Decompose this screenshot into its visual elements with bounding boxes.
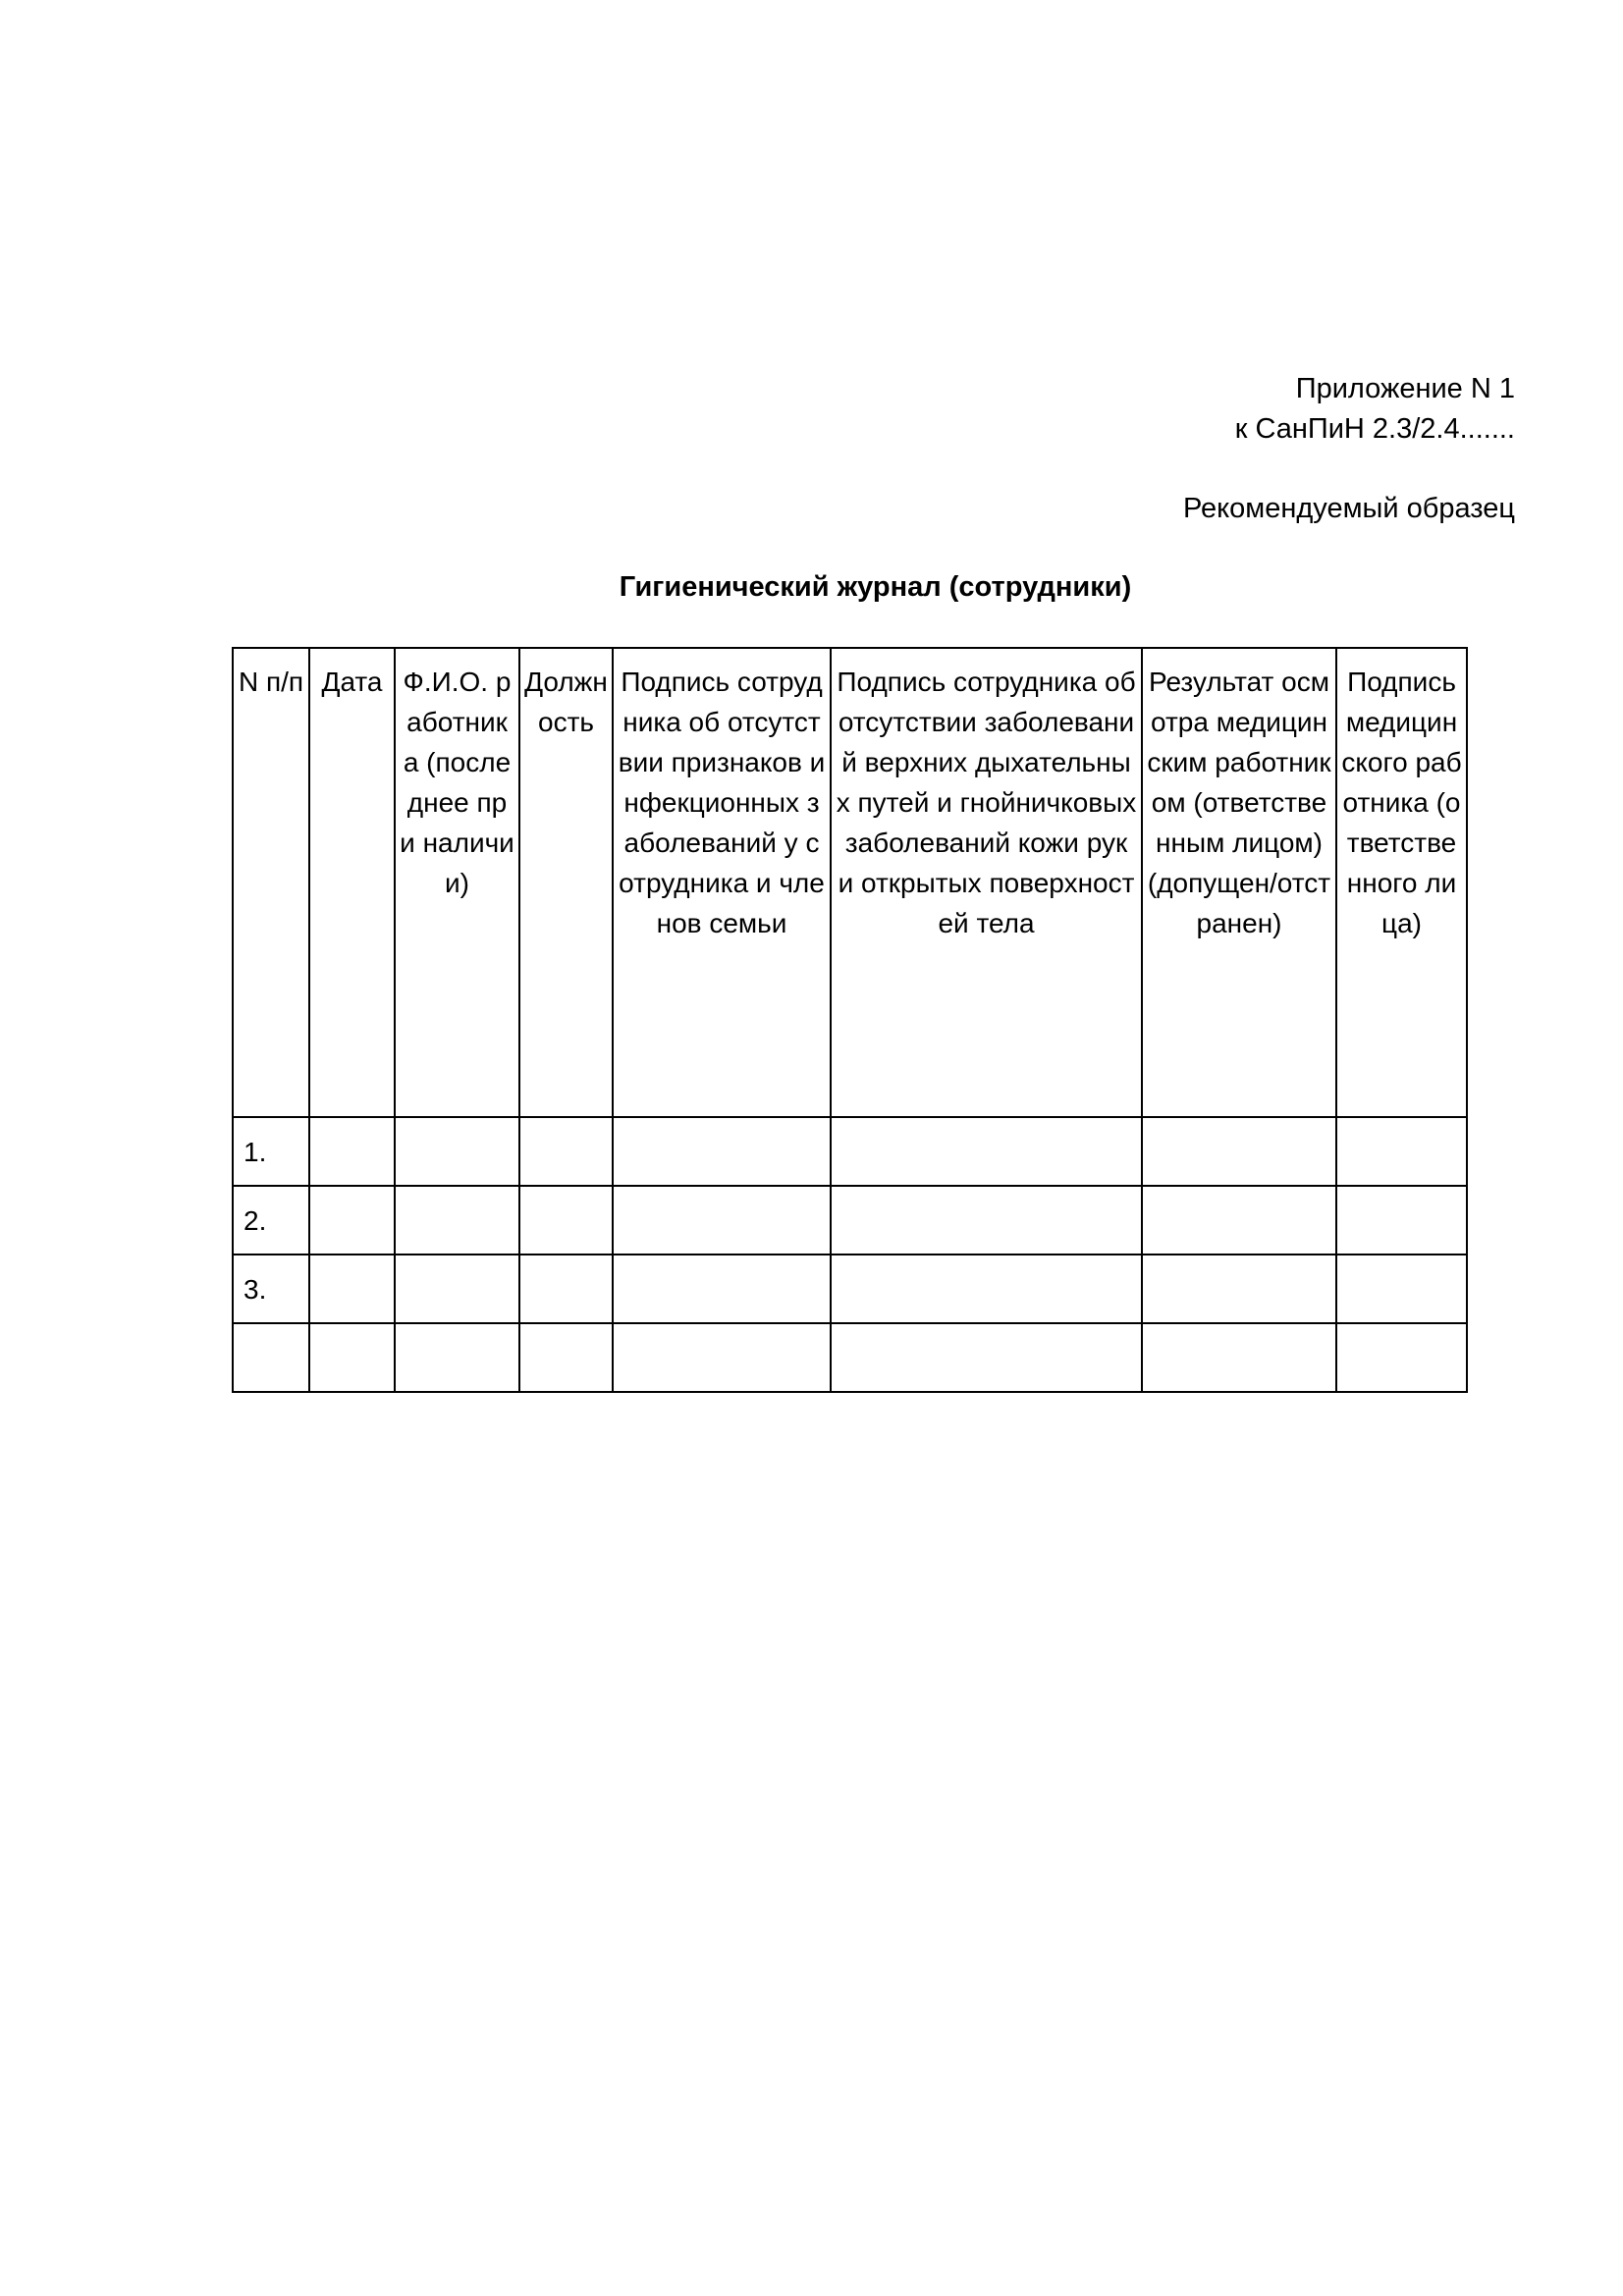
hygiene-journal-table bbox=[232, 647, 1468, 1393]
column-header-examination-result: Результат осмотра медицинским работником (ответственным лицом) (допущен/отстранен) bbox=[1142, 648, 1336, 1117]
table-row bbox=[233, 1323, 1467, 1392]
appendix-reference bbox=[1235, 369, 1515, 450]
examination-result-cell bbox=[1142, 1255, 1336, 1323]
column-header-number: N п/п bbox=[233, 648, 309, 1117]
employee-name-cell bbox=[395, 1117, 519, 1186]
header-row bbox=[233, 648, 1467, 1117]
position-cell bbox=[519, 1186, 613, 1255]
employee-name-cell bbox=[395, 1255, 519, 1323]
examination-result-cell bbox=[1142, 1323, 1336, 1392]
position-cell bbox=[519, 1323, 613, 1392]
column-header-employee-name: Ф.И.О. работника (последнее при наличии) bbox=[395, 648, 519, 1117]
row-number-cell bbox=[233, 1323, 309, 1392]
examination-result-cell bbox=[1142, 1117, 1336, 1186]
date-cell bbox=[309, 1255, 395, 1323]
medic-signature-cell bbox=[1336, 1117, 1467, 1186]
column-header-date: Дата bbox=[309, 648, 395, 1117]
recommended-sample-label: Рекомендуемый образец bbox=[1182, 493, 1515, 524]
medic-signature-cell bbox=[1336, 1323, 1467, 1392]
table-row bbox=[233, 1255, 1467, 1323]
medic-signature-cell bbox=[1336, 1186, 1467, 1255]
employee-name-cell bbox=[395, 1323, 519, 1392]
respiratory-skin-signature-cell bbox=[831, 1255, 1142, 1323]
table-header bbox=[233, 648, 1467, 1117]
respiratory-skin-signature-cell bbox=[831, 1117, 1142, 1186]
infection-signature-cell bbox=[613, 1117, 831, 1186]
document-title: Гигиенический журнал (сотрудники) bbox=[619, 571, 1132, 603]
date-cell bbox=[309, 1117, 395, 1186]
position-cell bbox=[519, 1255, 613, 1323]
row-number-cell: 3. bbox=[233, 1255, 309, 1323]
respiratory-skin-signature-cell bbox=[831, 1186, 1142, 1255]
appendix-number: Приложение N 1 bbox=[1295, 373, 1515, 404]
column-header-respiratory-skin-signature: Подпись сотрудника об отсутствии заболеваний верхних дыхательных путей и гнойничковых заболеваний кожи рук и открытых поверхностей тела bbox=[831, 648, 1142, 1117]
date-cell bbox=[309, 1323, 395, 1392]
column-header-position: Должность bbox=[519, 648, 613, 1117]
employee-name-cell bbox=[395, 1186, 519, 1255]
infection-signature-cell bbox=[613, 1186, 831, 1255]
table-body bbox=[233, 1117, 1467, 1392]
date-cell bbox=[309, 1186, 395, 1255]
position-cell bbox=[519, 1117, 613, 1186]
sanpin-reference: к СанПиН 2.3/2.4....... bbox=[1234, 413, 1515, 445]
infection-signature-cell bbox=[613, 1323, 831, 1392]
examination-result-cell bbox=[1142, 1186, 1336, 1255]
table-row bbox=[233, 1117, 1467, 1186]
column-header-infection-signature: Подпись сотрудника об отсутствии признаков инфекционных заболеваний у сотрудника и членов семьи bbox=[613, 648, 831, 1117]
row-number-cell: 1. bbox=[233, 1117, 309, 1186]
table-row bbox=[233, 1186, 1467, 1255]
respiratory-skin-signature-cell bbox=[831, 1323, 1142, 1392]
column-header-medic-signature: Подпись медицинского работника (ответственного лица) bbox=[1336, 648, 1467, 1117]
row-number-cell: 2. bbox=[233, 1186, 309, 1255]
medic-signature-cell bbox=[1336, 1255, 1467, 1323]
infection-signature-cell bbox=[613, 1255, 831, 1323]
